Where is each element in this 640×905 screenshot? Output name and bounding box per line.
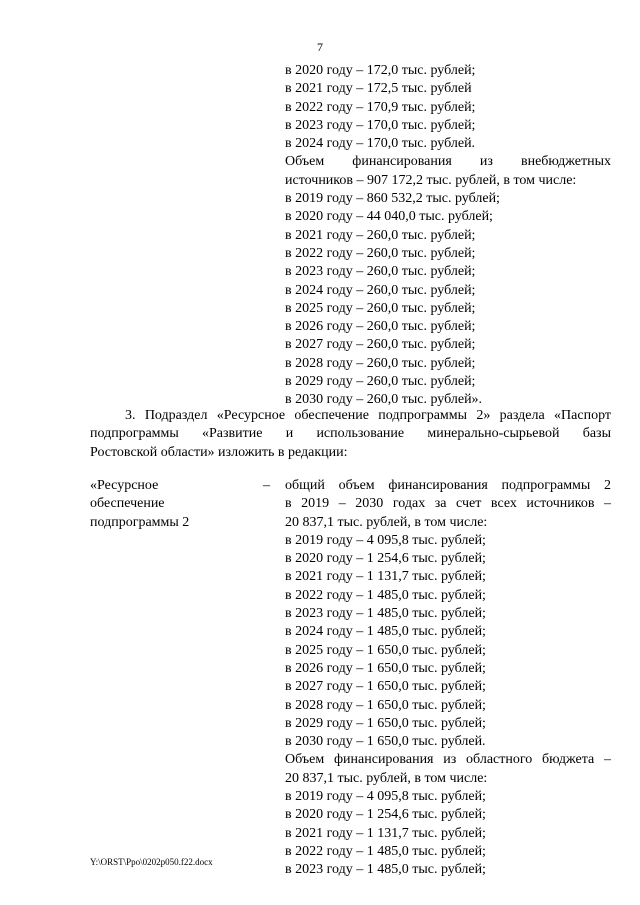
extrabudget-line: в 2020 году – 44 040,0 тыс. рублей;	[285, 209, 493, 225]
total-intro: 20 837,1 тыс. рублей, в том числе:	[285, 514, 488, 530]
financing-line: в 2021 году – 1 131,7 тыс. рублей;	[285, 569, 486, 585]
financing-line: в 2023 году – 1 485,0 тыс. рублей;	[285, 606, 486, 622]
financing-line: в 2028 году – 1 650,0 тыс. рублей;	[285, 697, 486, 713]
financing-line: в 2025 году – 1 650,0 тыс. рублей;	[285, 642, 486, 658]
extrabudget-line: в 2021 году – 260,0 тыс. рублей;	[285, 227, 476, 243]
label-line: «Ресурсное	[90, 478, 159, 493]
regional-line: в 2022 году – 1 485,0 тыс. рублей;	[285, 843, 486, 859]
paragraph-line: Ростовской области» изложить в редакции:	[90, 444, 348, 460]
financing-line: в 2019 году – 4 095,8 тыс. рублей;	[285, 532, 486, 548]
regional-heading-cont: 20 837,1 тыс. рублей, в том числе:	[285, 770, 488, 786]
regional-heading: Объем финансирования из областного бюджета –	[285, 752, 611, 768]
page-number: 7	[317, 40, 323, 54]
paragraph-line: 3. Подраздел «Ресурсное обеспечение подпрограммы 2» раздела «Паспорт	[125, 408, 611, 423]
total-intro: в 2019 – 2030 годах за счет всех источников –	[285, 496, 611, 512]
financing-line: в 2029 году – 1 650,0 тыс. рублей;	[285, 715, 486, 731]
label-line: обеспечение	[90, 496, 165, 512]
regional-line: в 2019 году – 4 095,8 тыс. рублей;	[285, 789, 486, 805]
extrabudget-line: в 2025 году – 260,0 тыс. рублей;	[285, 300, 476, 316]
extrabudget-heading-cont: источников – 907 172,2 тыс. рублей, в том числе:	[285, 172, 577, 188]
financing-line: в 2026 году – 1 650,0 тыс. рублей;	[285, 660, 486, 676]
financing-line: в 2027 году – 1 650,0 тыс. рублей;	[285, 679, 486, 695]
extrabudget-line: в 2019 году – 860 532,2 тыс. рублей;	[285, 191, 500, 207]
label-dash: –	[263, 478, 270, 493]
bottom-financing-block	[285, 477, 611, 880]
extrabudget-line: в 2027 году – 260,0 тыс. рублей;	[285, 337, 476, 353]
extrabudget-line: в 2028 году – 260,0 тыс. рублей;	[285, 355, 476, 371]
amendment-paragraph	[90, 407, 611, 462]
paragraph-line: подпрограммы «Развитие и использование минерально-сырьевой базы	[90, 426, 611, 442]
financing-line: в 2030 году – 1 650,0 тыс. рублей.	[285, 734, 486, 750]
regional-line: в 2021 году – 1 131,7 тыс. рублей;	[285, 825, 486, 841]
regional-line: в 2020 году – 1 254,6 тыс. рублей;	[285, 807, 486, 823]
total-intro: общий объем финансирования подпрограммы 2	[285, 478, 611, 493]
label-row	[90, 477, 270, 495]
file-path-footer: Y:\ORST\Ppo\0202p050.f22.docx	[90, 857, 213, 867]
extrabudget-heading: Объем финансирования из внебюджетных	[285, 154, 611, 170]
label-line: подпрограммы 2	[90, 514, 190, 530]
resource-label	[90, 477, 270, 532]
top-financing-block	[285, 62, 611, 410]
financing-line: в 2020 году – 172,0 тыс. рублей;	[285, 63, 476, 78]
extrabudget-line: в 2022 году – 260,0 тыс. рублей;	[285, 245, 476, 261]
financing-line: в 2021 году – 172,5 тыс. рублей	[285, 81, 472, 97]
financing-line: в 2022 году – 170,9 тыс. рублей;	[285, 99, 476, 115]
extrabudget-line: в 2024 году – 260,0 тыс. рублей;	[285, 282, 476, 298]
extrabudget-line: в 2023 году – 260,0 тыс. рублей;	[285, 264, 476, 280]
regional-line: в 2023 году – 1 485,0 тыс. рублей;	[285, 862, 486, 878]
financing-line: в 2023 году – 170,0 тыс. рублей;	[285, 117, 476, 133]
extrabudget-line: в 2026 году – 260,0 тыс. рублей;	[285, 319, 476, 335]
extrabudget-line: в 2029 году – 260,0 тыс. рублей;	[285, 374, 476, 390]
financing-line: в 2020 году – 1 254,6 тыс. рублей;	[285, 551, 486, 567]
financing-line: в 2024 году – 170,0 тыс. рублей.	[285, 136, 476, 152]
extrabudget-line: в 2030 году – 260,0 тыс. рублей».	[285, 392, 483, 408]
financing-line: в 2022 году – 1 485,0 тыс. рублей;	[285, 587, 486, 603]
financing-line: в 2024 году – 1 485,0 тыс. рублей;	[285, 624, 486, 640]
